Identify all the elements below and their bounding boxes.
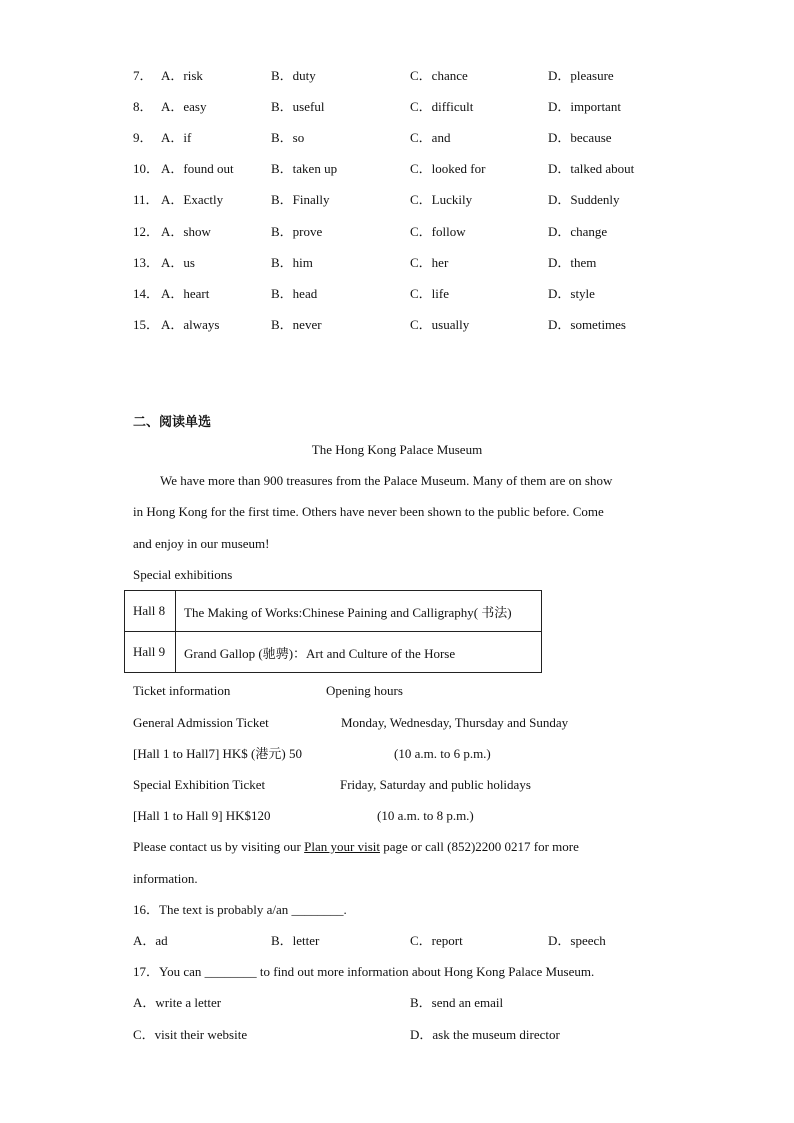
option-a: A．us (161, 255, 195, 270)
option-b: B．never (271, 317, 322, 332)
option-d: D．sometimes (548, 317, 626, 332)
contact-text: Please contact us by visiting our (133, 839, 305, 854)
option-c: C．her (410, 255, 449, 270)
option-c: C．visit their website (133, 1027, 248, 1042)
option-d: D．because (548, 130, 612, 145)
option-c: C．difficult (410, 99, 474, 114)
question-number: 10． (133, 161, 160, 176)
option-c: C．and (410, 130, 451, 145)
exhibitions-table (124, 590, 542, 673)
option-b: B．taken up (271, 161, 338, 176)
section-heading: 二、阅读单选 (133, 415, 212, 430)
option-b: B．useful (271, 99, 325, 114)
option-b: B．head (271, 286, 318, 301)
option-b: B．letter (271, 933, 320, 948)
option-a: A．write a letter (133, 995, 222, 1010)
option-b: B．Finally (271, 192, 330, 207)
question-number: 12． (133, 224, 160, 239)
option-a: A．if (161, 130, 192, 145)
option-c: C．follow (410, 224, 466, 239)
option-d: D．style (548, 286, 595, 301)
option-a: A．easy (161, 99, 207, 114)
general-days: Monday, Wednesday, Thursday and Sunday (341, 715, 569, 730)
option-a: A．found out (161, 161, 234, 176)
option-d: D．ask the museum director (410, 1027, 560, 1042)
option-a: A．risk (161, 68, 203, 83)
option-d: D．talked about (548, 161, 635, 176)
ticket-info-header: Ticket information (133, 683, 231, 698)
option-b: B．so (271, 130, 305, 145)
passage-line: and enjoy in our museum! (133, 536, 270, 551)
option-d: D．Suddenly (548, 192, 620, 207)
question-16-stem: 16．The text is probably a/an ________. (133, 902, 347, 917)
option-b: B．him (271, 255, 313, 270)
special-hours: (10 a.m. to 8 p.m.) (377, 808, 474, 823)
special-ticket-label: Special Exhibition Ticket (133, 777, 266, 792)
hall-cell: Hall 8 (125, 591, 176, 632)
option-d: D．pleasure (548, 68, 614, 83)
general-ticket-label: General Admission Ticket (133, 715, 269, 730)
option-c: C．life (410, 286, 449, 301)
opening-hours-header: Opening hours (326, 683, 403, 698)
option-c: C．looked for (410, 161, 486, 176)
contact-line-end: information. (133, 871, 198, 886)
hall-cell: Hall 9 (125, 632, 176, 673)
option-c: C．usually (410, 317, 470, 332)
option-c: C．chance (410, 68, 468, 83)
option-d: D．speech (548, 933, 606, 948)
option-c: C．Luckily (410, 192, 473, 207)
table-row (125, 632, 542, 673)
special-price: [Hall 1 to Hall 9] HK$120 (133, 808, 271, 823)
option-d: D．change (548, 224, 608, 239)
passage-title: The Hong Kong Palace Museum (311, 442, 483, 457)
option-a: A．ad (133, 933, 168, 948)
option-b: B．send an email (410, 995, 504, 1010)
option-a: A．Exactly (161, 192, 224, 207)
question-number: 15． (133, 317, 160, 332)
special-exhibitions-label: Special exhibitions (133, 567, 233, 582)
option-d: D．them (548, 255, 597, 270)
question-number: 14． (133, 286, 160, 301)
question-number: 11． (133, 192, 159, 207)
plan-your-visit-link[interactable]: Plan your visit (304, 839, 380, 854)
general-hours: (10 a.m. to 6 p.m.) (394, 746, 491, 761)
option-d: D．important (548, 99, 621, 114)
passage-line: in Hong Kong for the first time. Others have never been shown to the public before. Come (133, 504, 604, 519)
exhibition-title-cell: Grand Gallop (驰骋)：Art and Culture of the Horse (176, 632, 542, 673)
question-number: 9． (133, 130, 153, 145)
contact-text: page or call (852)2200 0217 for more (379, 839, 579, 854)
exhibition-title-cell: The Making of Works:Chinese Paining and Calligraphy( 书法) (176, 591, 542, 632)
option-b: B．duty (271, 68, 316, 83)
option-c: C．report (410, 933, 463, 948)
special-days: Friday, Saturday and public holidays (340, 777, 531, 792)
table-row (125, 591, 542, 632)
question-number: 13． (133, 255, 160, 270)
option-a: A．show (161, 224, 211, 239)
option-a: A．heart (161, 286, 210, 301)
general-price: [Hall 1 to Hall7] HK$ (港元) 50 (133, 746, 302, 761)
passage-line: We have more than 900 treasures from the Palace Museum. Many of them are on show (160, 473, 613, 488)
option-b: B．prove (271, 224, 323, 239)
question-number: 7． (133, 68, 153, 83)
question-number: 8． (133, 99, 153, 114)
contact-line (133, 839, 579, 855)
question-17-stem: 17．You can ________ to find out more information about Hong Kong Palace Museum. (133, 964, 595, 979)
option-a: A．always (161, 317, 220, 332)
